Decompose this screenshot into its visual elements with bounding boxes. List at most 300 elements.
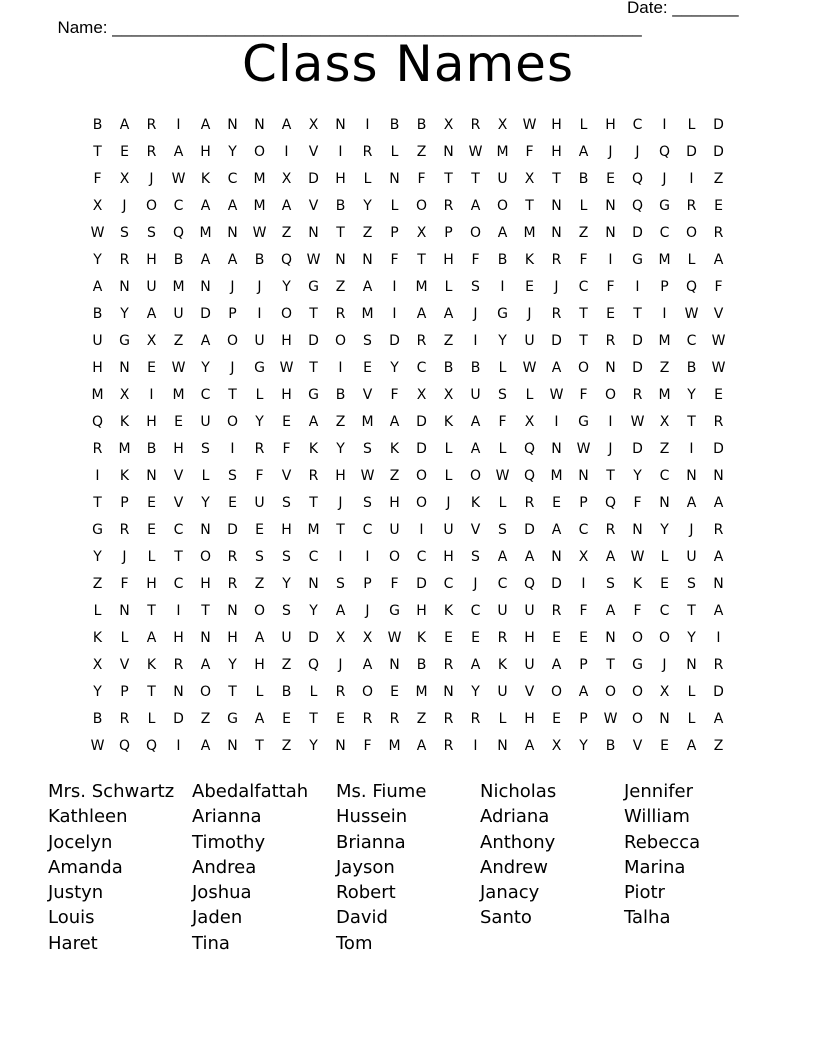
grid-letter: L [444, 441, 453, 457]
grid-letter: Q [280, 252, 293, 268]
grid-letter: H [281, 522, 292, 538]
grid-letter: J [149, 171, 154, 187]
grid-letter: I [689, 441, 694, 457]
grid-letter: A [551, 657, 562, 673]
grid-letter: N [632, 522, 643, 538]
grid-letter: H [443, 549, 454, 565]
grid-letter: U [497, 603, 508, 619]
grid-letter: I [338, 360, 343, 376]
grid-letter: D [632, 333, 643, 349]
grid-letter: F [633, 495, 642, 511]
grid-letter: Q [91, 414, 104, 430]
grid-letter: D [632, 225, 643, 241]
grid-letter: F [714, 279, 723, 295]
grid-letter: O [631, 684, 644, 700]
grid-letter: S [147, 225, 156, 241]
grid-letter: B [416, 117, 427, 133]
grid-letter: T [309, 711, 318, 727]
grid-letter: N [551, 225, 562, 241]
grid-letter: M [91, 387, 104, 403]
grid-letter: E [606, 171, 615, 187]
grid-letter: H [254, 657, 265, 673]
grid-letter: R [173, 657, 184, 673]
grid-letter: I [608, 252, 613, 268]
grid-letter: N [254, 117, 265, 133]
grid-letter: B [578, 171, 589, 187]
grid-letter: I [473, 333, 478, 349]
grid-letter: F [633, 603, 642, 619]
grid-letter: R [254, 441, 265, 457]
grid-letter: Y [579, 738, 588, 754]
grid-letter: G [92, 522, 103, 538]
grid-row [84, 139, 732, 166]
word-list-item: Janacy [480, 882, 540, 904]
grid-row [84, 625, 732, 652]
word-list-item: Talha [624, 907, 671, 929]
grid-letter: C [416, 360, 427, 376]
grid-letter: F [120, 576, 129, 592]
grid-letter: Y [390, 360, 399, 376]
grid-letter: U [389, 522, 400, 538]
grid-letter: H [173, 630, 184, 646]
grid-letter: I [230, 441, 235, 457]
grid-letter: D [308, 630, 319, 646]
grid-letter: Y [201, 495, 210, 511]
grid-letter: M [118, 441, 131, 457]
grid-letter: O [550, 684, 563, 700]
grid-letter: T [687, 603, 696, 619]
word-list-item: Timothy [192, 831, 266, 853]
grid-letter: M [361, 414, 374, 430]
grid-letter: A [200, 657, 211, 673]
grid-letter: A [200, 738, 211, 754]
grid-letter: O [604, 684, 617, 700]
grid-letter: I [365, 549, 370, 565]
grid-letter: I [257, 306, 262, 322]
grid-letter: E [552, 630, 561, 646]
grid-letter: U [686, 549, 697, 565]
grid-letter: K [119, 414, 130, 430]
grid-letter: W [684, 306, 699, 322]
grid-letter: A [578, 144, 589, 160]
grid-letter: N [686, 657, 697, 673]
grid-letter: A [713, 711, 724, 727]
grid-letter: R [443, 738, 454, 754]
grid-letter: C [632, 117, 643, 133]
grid-letter: G [389, 603, 400, 619]
grid-letter: L [660, 549, 669, 565]
grid-letter: L [147, 549, 156, 565]
grid-letter: T [174, 549, 183, 565]
grid-row [84, 409, 732, 436]
grid-letter: R [551, 252, 562, 268]
grid-letter: W [171, 360, 186, 376]
grid-letter: T [444, 171, 453, 187]
grid-letter: I [284, 144, 289, 160]
grid-letter: K [200, 171, 211, 187]
page-title: Class Names [242, 35, 574, 93]
grid-letter: Z [362, 225, 373, 241]
grid-letter: A [605, 549, 616, 565]
grid-letter: D [308, 171, 319, 187]
grid-letter: I [662, 117, 667, 133]
grid-letter: W [711, 360, 726, 376]
grid-letter: O [253, 144, 266, 160]
grid-letter: N [605, 360, 616, 376]
grid-letter: F [363, 738, 372, 754]
grid-letter: O [577, 360, 590, 376]
grid-letter: J [662, 657, 667, 673]
grid-row [84, 220, 732, 247]
grid-letter: R [497, 630, 508, 646]
grid-letter: A [335, 603, 346, 619]
grid-letter: L [255, 684, 264, 700]
grid-letter: I [338, 549, 343, 565]
grid-letter: T [228, 387, 237, 403]
grid-letter: W [603, 711, 618, 727]
grid-letter: T [525, 198, 534, 214]
word-list-item: Haret [48, 932, 98, 954]
grid-letter: N [443, 684, 454, 700]
grid-letter: T [309, 495, 318, 511]
grid-letter: J [662, 171, 667, 187]
grid-letter: D [632, 441, 643, 457]
grid-letter: I [176, 738, 181, 754]
grid-letter: A [686, 738, 697, 754]
grid-letter: N [389, 171, 400, 187]
grid-letter: X [659, 684, 670, 700]
grid-letter: U [497, 684, 508, 700]
grid-letter: J [257, 279, 262, 295]
grid-letter: W [630, 414, 645, 430]
grid-letter: E [120, 144, 129, 160]
grid-letter: O [415, 198, 428, 214]
grid-letter: R [335, 306, 346, 322]
grid-letter: N [227, 738, 238, 754]
grid-letter: F [579, 387, 588, 403]
grid-letter: I [554, 414, 559, 430]
grid-letter: U [443, 522, 454, 538]
grid-letter: I [176, 117, 181, 133]
grid-letter: E [714, 198, 723, 214]
grid-letter: U [524, 603, 535, 619]
grid-letter: W [279, 360, 294, 376]
grid-letter: W [360, 468, 375, 484]
grid-letter: H [200, 576, 211, 592]
grid-letter: D [551, 333, 562, 349]
grid-letter: S [363, 441, 372, 457]
grid-letter: G [254, 360, 265, 376]
grid-letter: G [578, 414, 589, 430]
grid-letter: F [498, 414, 507, 430]
grid-letter: U [497, 171, 508, 187]
grid-letter: A [119, 117, 130, 133]
grid-letter: M [361, 306, 374, 322]
grid-letter: W [306, 252, 321, 268]
grid-letter: R [119, 522, 130, 538]
grid-row [84, 247, 732, 274]
grid-letter: S [363, 495, 372, 511]
grid-letter: P [579, 495, 588, 511]
grid-letter: H [605, 117, 616, 133]
grid-letter: N [119, 279, 130, 295]
grid-letter: V [470, 522, 481, 538]
grid-letter: K [146, 657, 157, 673]
grid-letter: X [119, 171, 130, 187]
grid-letter: D [416, 576, 427, 592]
grid-letter: O [280, 306, 293, 322]
grid-letter: Z [659, 441, 670, 457]
grid-letter: K [92, 630, 103, 646]
grid-letter: A [254, 711, 265, 727]
grid-letter: A [497, 225, 508, 241]
grid-letter: X [443, 117, 454, 133]
grid-letter: Y [93, 684, 102, 700]
grid-letter: N [659, 711, 670, 727]
name-field-label: Name: ________________________________________________________ [57, 18, 642, 37]
grid-letter: S [255, 549, 264, 565]
grid-letter: T [228, 684, 237, 700]
grid-letter: Z [713, 171, 724, 187]
grid-letter: Y [687, 387, 696, 403]
grid-letter: O [199, 684, 212, 700]
grid-letter: T [471, 171, 480, 187]
grid-letter: G [497, 306, 508, 322]
grid-letter: D [416, 414, 427, 430]
grid-letter: T [309, 360, 318, 376]
grid-row [84, 490, 732, 517]
grid-letter: Q [658, 144, 671, 160]
grid-letter: S [228, 468, 237, 484]
grid-letter: Z [416, 711, 427, 727]
grid-letter: A [92, 279, 103, 295]
grid-letter: P [120, 684, 129, 700]
grid-letter: E [660, 738, 669, 754]
grid-letter: R [470, 117, 481, 133]
grid-letter: M [388, 738, 401, 754]
grid-letter: H [281, 333, 292, 349]
grid-letter: N [497, 738, 508, 754]
grid-letter: T [687, 414, 696, 430]
grid-row [84, 328, 732, 355]
grid-letter: L [525, 387, 534, 403]
grid-letter: R [632, 387, 643, 403]
grid-letter: Y [687, 630, 696, 646]
grid-letter: X [281, 171, 292, 187]
grid-letter: E [471, 630, 480, 646]
grid-letter: Y [336, 441, 345, 457]
grid-letter: T [552, 171, 561, 187]
grid-letter: N [551, 441, 562, 457]
grid-letter: C [173, 198, 184, 214]
grid-letter: X [416, 225, 427, 241]
grid-letter: I [392, 306, 397, 322]
grid-letter: A [524, 738, 535, 754]
grid-letter: B [686, 360, 697, 376]
grid-letter: T [417, 252, 426, 268]
word-list-item: Jaden [192, 907, 243, 929]
grid-letter: Q [523, 468, 536, 484]
grid-letter: J [338, 657, 343, 673]
grid-letter: T [147, 684, 156, 700]
grid-letter: L [309, 684, 318, 700]
grid-letter: O [469, 225, 482, 241]
grid-letter: O [631, 711, 644, 727]
grid-letter: B [470, 360, 481, 376]
grid-letter: G [119, 333, 130, 349]
grid-letter: K [389, 441, 400, 457]
grid-letter: E [282, 414, 291, 430]
grid-letter: V [524, 684, 535, 700]
grid-letter: A [416, 306, 427, 322]
grid-letter: W [549, 387, 564, 403]
grid-letter: V [362, 387, 373, 403]
grid-letter: N [686, 468, 697, 484]
grid-letter: T [579, 306, 588, 322]
grid-letter: B [173, 252, 184, 268]
grid-letter: K [416, 630, 427, 646]
grid-letter: X [497, 117, 508, 133]
grid-letter: F [579, 252, 588, 268]
grid-letter: E [147, 495, 156, 511]
grid-letter: A [146, 630, 157, 646]
grid-letter: L [498, 711, 507, 727]
grid-letter: B [335, 198, 346, 214]
grid-letter: A [605, 603, 616, 619]
grid-letter: I [635, 279, 640, 295]
grid-letter: G [632, 657, 643, 673]
grid-letter: I [392, 279, 397, 295]
grid-letter: T [255, 738, 264, 754]
grid-letter: H [281, 387, 292, 403]
grid-letter: E [147, 522, 156, 538]
word-column [48, 779, 192, 956]
grid-letter: N [551, 549, 562, 565]
grid-letter: H [335, 468, 346, 484]
grid-letter: R [551, 306, 562, 322]
grid-letter: I [338, 144, 343, 160]
grid-letter: N [146, 468, 157, 484]
grid-letter: Z [578, 225, 589, 241]
grid-letter: R [605, 522, 616, 538]
grid-letter: B [92, 306, 103, 322]
grid-letter: L [687, 252, 696, 268]
grid-letter: T [93, 495, 102, 511]
grid-letter: R [713, 522, 724, 538]
grid-letter: A [713, 495, 724, 511]
grid-letter: R [119, 711, 130, 727]
grid-letter: R [362, 144, 373, 160]
grid-letter: H [389, 495, 400, 511]
grid-letter: O [334, 333, 347, 349]
grid-letter: P [390, 225, 399, 241]
word-list-item: Piotr [624, 882, 665, 904]
grid-letter: N [605, 630, 616, 646]
grid-letter: I [500, 279, 505, 295]
grid-letter: N [200, 279, 211, 295]
grid-letter: A [416, 738, 427, 754]
grid-letter: H [416, 603, 427, 619]
grid-letter: Z [443, 333, 454, 349]
grid-letter: M [523, 225, 536, 241]
grid-letter: Y [93, 549, 102, 565]
grid-letter: J [635, 144, 640, 160]
grid-letter: E [390, 684, 399, 700]
grid-letter: V [632, 738, 643, 754]
grid-letter: D [524, 522, 535, 538]
word-list-item: Kathleen [48, 806, 128, 828]
grid-letter: D [713, 117, 724, 133]
grid-letter: F [390, 576, 399, 592]
grid-letter: O [469, 468, 482, 484]
grid-letter: O [145, 198, 158, 214]
grid-letter: I [689, 171, 694, 187]
grid-letter: N [713, 576, 724, 592]
grid-letter: Q [307, 657, 320, 673]
date-field-label: Date: _______ [627, 0, 739, 17]
grid-letter: X [335, 630, 346, 646]
word-list-item: Justyn [48, 882, 104, 904]
word-list-item: Brianna [336, 831, 406, 853]
grid-letter: F [579, 603, 588, 619]
grid-letter: J [122, 549, 127, 565]
grid-letter: J [527, 306, 532, 322]
grid-letter: I [581, 576, 586, 592]
grid-letter: P [228, 306, 237, 322]
grid-letter: T [606, 657, 615, 673]
grid-letter: S [471, 279, 480, 295]
grid-letter: B [497, 252, 508, 268]
grid-letter: S [363, 333, 372, 349]
grid-letter: D [173, 711, 184, 727]
grid-row [84, 571, 732, 598]
grid-letter: R [605, 333, 616, 349]
grid-letter: C [200, 387, 211, 403]
grid-letter: O [604, 387, 617, 403]
grid-letter: A [524, 549, 535, 565]
word-list-item: Tom [336, 932, 373, 954]
grid-letter: H [227, 630, 238, 646]
grid-letter: R [443, 657, 454, 673]
word-list-item: William [624, 806, 690, 828]
grid-letter: U [524, 333, 535, 349]
grid-letter: E [363, 360, 372, 376]
grid-letter: M [415, 279, 428, 295]
grid-letter: A [227, 198, 238, 214]
word-list-item: Abedalfattah [192, 781, 309, 802]
grid-letter: K [470, 495, 481, 511]
grid-letter: O [388, 549, 401, 565]
grid-letter: N [605, 225, 616, 241]
grid-letter: K [119, 468, 130, 484]
grid-letter: Q [631, 171, 644, 187]
grid-letter: N [119, 603, 130, 619]
grid-letter: C [659, 603, 670, 619]
grid-letter: L [120, 630, 129, 646]
grid-letter: M [550, 468, 563, 484]
grid-letter: A [362, 657, 373, 673]
grid-letter: T [336, 522, 345, 538]
grid-letter: P [579, 657, 588, 673]
word-list-item: Nicholas [480, 781, 557, 802]
grid-letter: W [495, 468, 510, 484]
grid-letter: Z [416, 144, 427, 160]
grid-letter: L [444, 279, 453, 295]
word-list-item: Anthony [480, 831, 556, 853]
grid-letter: O [226, 414, 239, 430]
grid-row [84, 517, 732, 544]
grid-letter: T [336, 225, 345, 241]
